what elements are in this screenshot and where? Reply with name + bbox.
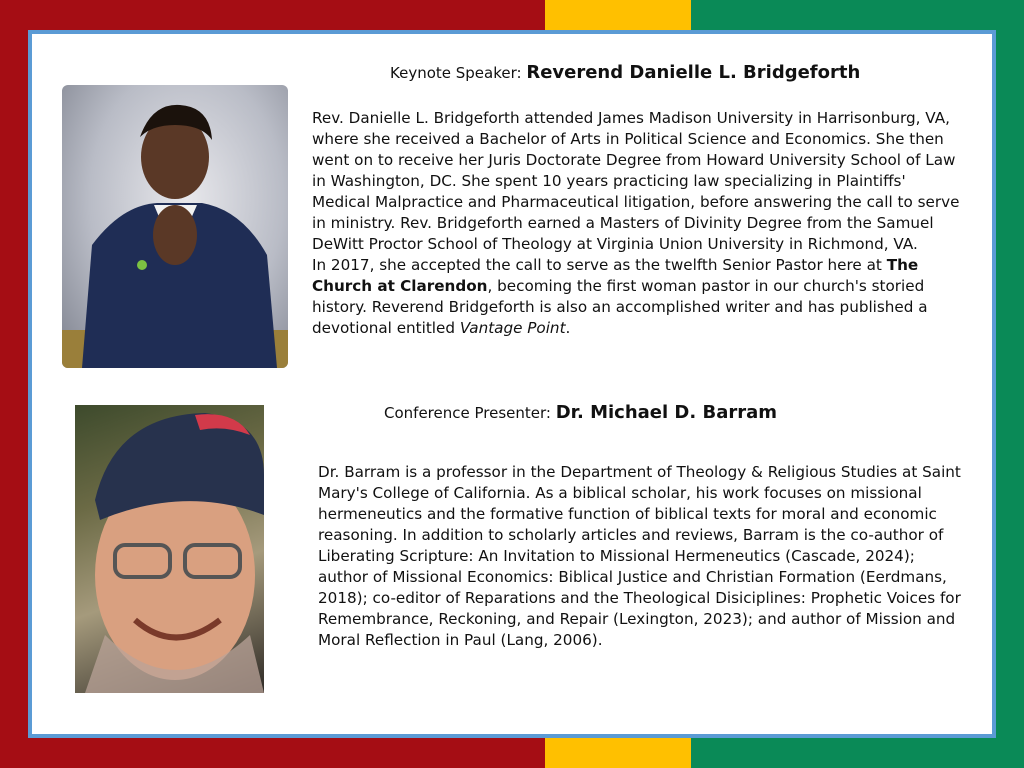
speaker1-bio-text: , becoming the first woman pastor in our church's storied history. Reverend Bridgeforth is also an accomplished writer and has published a devotional entitled [312,277,928,337]
speaker2-portrait-illustration [75,405,264,693]
book-title: Vantage Point [459,319,566,337]
church-name: The Church at Clarendon [312,256,919,295]
speaker1-heading [390,62,860,83]
speaker2-name: Dr. Michael D. Barram [555,402,778,423]
speaker1-name: Reverend Danielle L. Bridgeforth [526,62,861,83]
frame-right-band [996,0,1024,768]
speaker2-role-label: Conference Presenter: [384,404,556,422]
frame-top-red-band [0,0,545,30]
speaker1-photo [62,85,288,368]
speaker1-bio-paragraph-2 [312,255,962,339]
frame-left-band [0,0,28,768]
frame-bottom-yellow-band [545,738,691,768]
frame-bottom-red-band [0,738,545,768]
speaker2-photo [75,405,264,693]
speaker2-bio-paragraph: Dr. Barram is a professor in the Department of Theology & Religious Studies at Saint Mary's College of California. As a biblical scholar, his work focuses on missional hermeneutics and the formative function of biblical texts for moral and economic reasoning. In addition to scholarly articles and reviews, Barram is the co-author of Liberating Scripture: An Invitation to Missional Hermeneutics (Cascade, 2024); author of Missional Economics: Biblical Justice and Christian Formation (Eerdmans, 2018); co-editor of Reparations and the Theological Disiciplines: Prophetic Voices for Remembrance, Reckoning, and Repair (Lexington, 2023); and author of Mission and Moral Reflection in Paul (Lang, 2006). [318,463,961,649]
speaker1-bio-text: . [565,319,571,337]
speaker2-bio [318,462,963,651]
speaker2-heading [384,402,777,423]
speaker1-portrait-illustration [62,85,288,368]
speaker1-role-label: Keynote Speaker: [390,64,527,82]
speaker1-bio [312,108,962,339]
frame-bottom-green-band [691,738,1024,768]
speaker1-bio-text: In 2017, she accepted the call to serve as the twelfth Senior Pastor here at [312,256,887,274]
frame-top-green-band [691,0,1024,30]
speaker1-bio-paragraph-1: Rev. Danielle L. Bridgeforth attended James Madison University in Harrisonburg, VA, where she received a Bachelor of Arts in Political Science and Economics. She then went on to receive her Juris Doctorate Degree from Howard University School of Law in Washington, DC. She spent 10 years practicing law specializing in Plaintiffs' Medical Malpractice and Pharmaceutical litigation, before answering the call to serve in ministry. Rev. Bridgeforth earned a Masters of Divinity Degree from the Samuel DeWitt Proctor School of Theology at Virginia Union University in Richmond, VA. [312,109,960,253]
frame-top-yellow-band [545,0,691,30]
